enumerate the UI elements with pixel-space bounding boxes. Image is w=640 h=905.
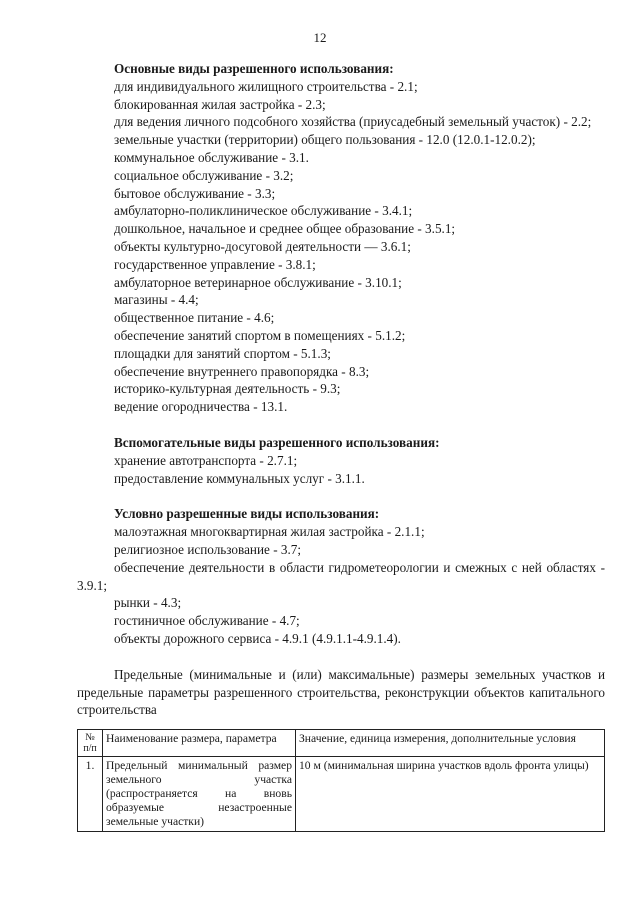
list-item: объекты культурно-досуговой деятельности — 3.6.1; — [114, 238, 411, 254]
list-item: предоставление коммунальных услуг - 3.1.1. — [114, 470, 365, 486]
list-item: земельные участки (территории) общего пользования - 12.0 (12.0.1-12.0.2); — [114, 132, 536, 148]
conditional-uses-heading: Условно разрешенные виды использования: — [114, 506, 380, 522]
list-item: для индивидуального жилищного строительства - 2.1; — [114, 78, 418, 94]
column-header-name: Наименование размера, параметра — [103, 730, 296, 757]
list-item: блокированная жилая застройка - 2.3; — [114, 96, 326, 112]
list-item: площадки для занятий спортом - 5.1.3; — [114, 345, 331, 361]
list-item: историко-культурная деятельность - 9.3; — [114, 381, 341, 397]
parameters-table — [77, 729, 605, 832]
list-item: религиозное использование - 3.7; — [114, 541, 302, 557]
table-row — [78, 757, 605, 832]
list-item: гостиничное обслуживание - 4.7; — [114, 613, 300, 629]
list-item: социальное обслуживание - 3.2; — [114, 167, 294, 183]
list-item: общественное питание - 4.6; — [114, 310, 275, 326]
list-item: бытовое обслуживание - 3.3; — [114, 185, 276, 201]
list-item: дошкольное, начальное и среднее общее образование - 3.5.1; — [114, 221, 456, 237]
limits-paragraph: Предельные (минимальные и (или) максимальные) размеры земельных участков и предельные параметры разрешенного строительства, реконструкции объектов капитального строительства — [77, 666, 605, 718]
column-header-number: № п/п — [78, 730, 103, 757]
spacer — [77, 487, 605, 505]
list-item: коммунальное обслуживание - 3.1. — [114, 149, 309, 165]
list-item: обеспечение деятельности в области гидрометеорологии и смежных с ней областях - 3.9.1; — [77, 559, 605, 593]
auxiliary-uses-heading: Вспомогательные виды разрешенного использования: — [114, 434, 440, 450]
spacer — [77, 416, 605, 434]
list-item: амбулаторное ветеринарное обслуживание - 3.10.1; — [114, 274, 402, 290]
list-item: хранение автотранспорта - 2.7.1; — [114, 452, 298, 468]
list-item: обеспечение занятий спортом в помещениях - 5.1.2; — [114, 327, 406, 343]
list-item: объекты дорожного сервиса - 4.9.1 (4.9.1.1-4.9.1.4). — [114, 630, 401, 646]
list-item: амбулаторно-поликлиническое обслуживание - 3.4.1; — [114, 203, 413, 219]
row-parameter-value: 10 м (минимальная ширина участков вдоль фронта улицы) — [296, 757, 605, 832]
row-number: 1. — [78, 757, 103, 832]
list-item: государственное управление - 3.8.1; — [114, 256, 316, 272]
list-item: ведение огородничества - 13.1. — [114, 399, 288, 415]
spacer — [77, 648, 605, 666]
page-number: 12 — [313, 30, 327, 45]
row-parameter-name: Предельный минимальный размер земельного участка (распространяется на вновь образуемые незастроенные земельные участки) — [103, 757, 296, 832]
list-item: обеспечение внутреннего правопорядка - 8.3; — [114, 363, 370, 379]
list-item: магазины - 4.4; — [114, 292, 199, 308]
list-item: для ведения личного подсобного хозяйства (приусадебный земельный участок) - 2.2; — [114, 114, 592, 130]
main-uses-heading: Основные виды разрешенного использования: — [114, 61, 394, 76]
document-body — [77, 60, 605, 832]
list-item: малоэтажная многоквартирная жилая застройка - 2.1.1; — [114, 524, 425, 540]
table-header-row — [78, 730, 605, 757]
list-item: рынки - 4.3; — [114, 595, 182, 611]
column-header-value: Значение, единица измерения, дополнительные условия — [296, 730, 605, 757]
